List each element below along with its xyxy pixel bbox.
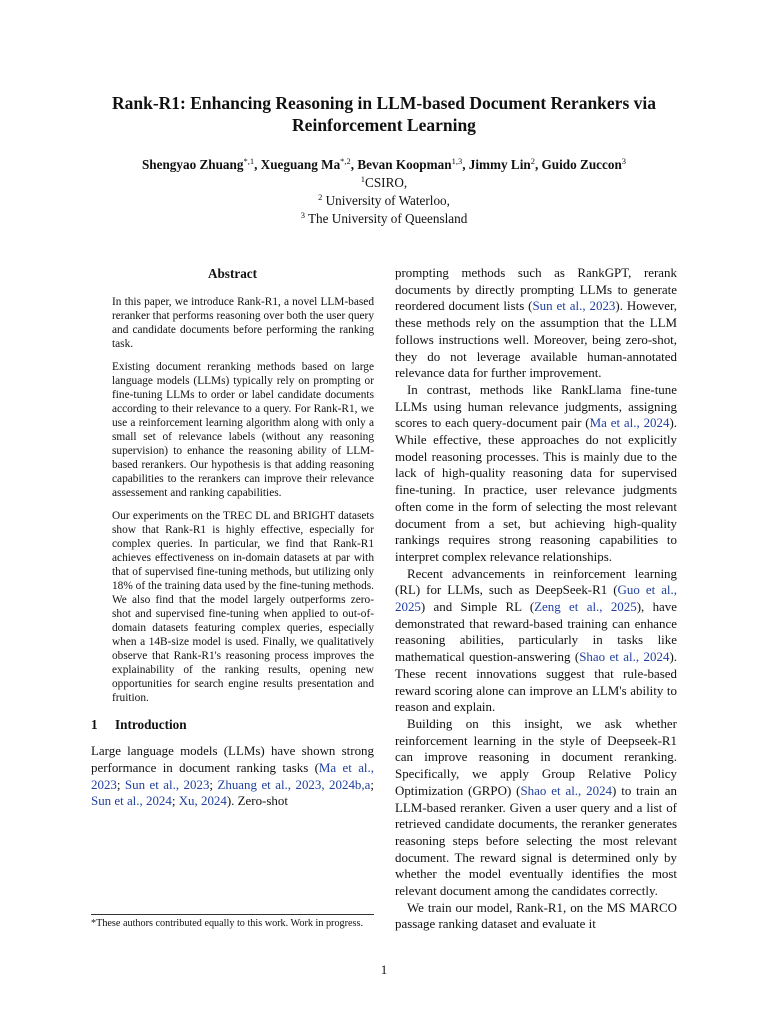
- author-name: Guido Zuccon: [541, 157, 622, 172]
- abstract-paragraph: In this paper, we introduce Rank-R1, a novel LLM-based reranker that performs reasoning over both the user query and candidate documents before performing the ranking task.: [112, 296, 374, 351]
- text-run: ). These recent innovations suggest that rule-based reward scoring alone can improve an LLM's ability to reason and explain.: [395, 649, 677, 715]
- citation-link[interactable]: Ma et al., 2024: [589, 415, 670, 431]
- intro-paragraph: [91, 743, 374, 810]
- text-run: ), have demonstrated that reward-based training can enhance reasoning abilities, particularly in tasks like mathematical question-answering (: [395, 599, 677, 665]
- page-number: 1: [380, 962, 388, 977]
- left-column: [91, 265, 374, 810]
- body-paragraph: [395, 566, 677, 716]
- citation-link[interactable]: Sun et al., 2024: [91, 793, 172, 809]
- text-run: prompting methods such as RankGPT, rerank documents by directly prompting LLMs to generate reordered document lists (: [395, 265, 677, 314]
- citation-link[interactable]: Sun et al., 2023: [532, 298, 616, 314]
- text-run: Building on this insight, we ask whether reinforcement learning in the style of Deepseek-R1 can improve reasoning in document reranking. Specifically, we apply Group Relative Policy Optimization (GRPO) (: [395, 715, 677, 798]
- affiliation: $^1$CSIRO,: [360, 174, 408, 190]
- citation-link[interactable]: Guo et al., 2025: [395, 582, 677, 615]
- body-paragraph: [395, 265, 677, 382]
- author-name: Jimmy Lin: [468, 157, 531, 172]
- text-run: ) and Simple RL (: [420, 599, 535, 615]
- text-run: We train our model, Rank-R1, on the MS MARCO passage ranking dataset and evaluate it: [395, 899, 677, 932]
- text-run: ) to train an LLM-based reranker. Given a user query and a list of retrieved candidate documents, the reranker generates reasoning steps before selecting the most relevant document. The reward signal is determined only by whether the model eventually identifies the most relevant document among the candidates correctly.: [395, 782, 677, 899]
- right-column: [395, 265, 677, 933]
- text-run: ;: [209, 776, 218, 792]
- text-run: ). Zero-shot: [226, 793, 288, 809]
- footnote: *These authors contributed equally to this work. Work in progress.: [91, 914, 374, 931]
- author-name: Xueguang Ma: [260, 157, 341, 172]
- text-run: ;: [116, 776, 125, 792]
- affiliation: $^3$ The University of Queensland: [300, 210, 468, 226]
- citation-link[interactable]: Shao et al., 2024: [520, 782, 613, 798]
- author-list: Shengyao Zhuang$^{*,1}$, Xueguang $Ma^{*,2}$, Bevan Koopman$^{1,3}$, Jimmy Lin$^2$, Guido Zuccon$^3$: [141, 156, 627, 172]
- citation-link[interactable]: Shao et al., 2024: [579, 649, 670, 665]
- section-title: Introduction: [115, 717, 187, 733]
- section-number: 1: [91, 717, 98, 733]
- section-heading: [91, 716, 374, 734]
- text-run: Large language models (LLMs) have shown strong performance in document ranking tasks (: [91, 743, 374, 776]
- abstract-paragraph: Our experiments on the TREC DL and BRIGHT datasets show that Rank-R1 is highly effective, especially for complex queries. In particular, we find that Rank-R1 achieves effectiveness on in-domain datasets at par with that of supervised fine-tuning methods, but utilizing only 18% of the training data used by the fine-tuning methods. We also find that the model largely outperforms zero-shot and supervised fine-tuning when applied to out-of-domain datasets featuring complex queries, especially when a 14B-size model is used. Finally, we qualitatively observe that Rank-R1's reasoning process improves the explainability of the ranking results, opening new opportunities for search engine results presentation and fruition.: [112, 509, 374, 705]
- paper-title: Rank-R1: Enhancing Reasoning in LLM-based Document Rerankers via Reinforcement Learning: [111, 93, 656, 135]
- text-run: In contrast, methods like RankLlama fine-tune LLMs using human relevance judgments, assigning scores to each query-document pair (: [395, 381, 677, 431]
- body-paragraph: [395, 382, 677, 566]
- author-name: Bevan Koopman: [357, 157, 452, 172]
- text-run: ;: [171, 793, 179, 809]
- text-run: Recent advancements in reinforcement learning (RL) for LLMs, such as DeepSeek-R1 (: [395, 565, 677, 598]
- citation-link[interactable]: Xu, 2024: [178, 793, 227, 809]
- author-affiliation-mark: *,1: [243, 156, 255, 166]
- citation-link[interactable]: Ma et al., 2023: [91, 760, 374, 792]
- body-paragraph: [395, 900, 677, 933]
- text-run: ;: [370, 776, 374, 792]
- author-affiliation-mark: 1,3: [451, 156, 463, 166]
- body-paragraph: [395, 716, 677, 900]
- abstract-heading: Abstract: [207, 266, 258, 281]
- affiliation: $^2$ University of Waterloo,: [318, 192, 450, 208]
- author-name: Shengyao Zhuang: [141, 157, 244, 172]
- author-block: [40, 156, 728, 228]
- author-affiliation-mark: 3: [621, 156, 627, 166]
- citation-link[interactable]: Sun et al., 2023: [124, 776, 210, 792]
- author-affiliation-mark: 2: [530, 156, 535, 166]
- text-run: ). However, these methods rely on the assumption that the LLM follows instructions well. Moreover, being zero-shot, they do not leverage available human-annotated relevance data for further improvement.: [395, 298, 677, 381]
- text-run: ). While effective, these approaches do not explicitly model reasoning processes. This is mainly due to the lack of high-quality reasoning data for supervised fine-tuning. In practice, user relevance judgments often come in the form of selecting the most relevant document from a set, but achieving high-quality rankings requires strong reasoning capabilities to interpret complex relevance relationships.: [395, 415, 678, 564]
- abstract-paragraph: Existing document reranking methods based on large language models (LLMs) typically rely on prompting or fine-tuning LLMs to order or label candidate documents according to their relevance to a query. For Rank-R1, we use a reinforcement learning algorithm along with only a small set of relevance labels (without any reasoning supervision) to enhance the reasoning ability of LLM-based rerankers. Our hypothesis is that adding reasoning capabilities to the rerankers can improve their relevance assessement and ranking capabilities.: [112, 360, 374, 500]
- author-affiliation-mark: *,2: [340, 156, 351, 166]
- citation-link[interactable]: Zhuang et al., 2023, 2024b,a: [217, 776, 371, 792]
- citation-link[interactable]: Zeng et al., 2025: [534, 599, 637, 615]
